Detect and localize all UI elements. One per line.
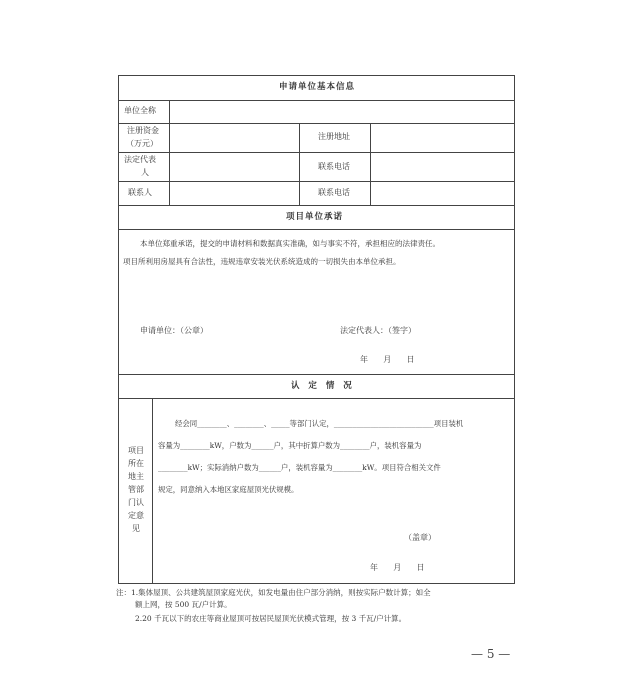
- side-label-line: 管部: [128, 485, 144, 494]
- approval-text-line3: ________kW；实际消纳户数为______户，装机容量为________kW。项目符合相关文件: [158, 463, 441, 472]
- registered-capital-unit: （万元）: [126, 139, 158, 148]
- company-name-label: 单位全称: [124, 106, 156, 115]
- row-divider: [118, 229, 515, 230]
- side-label-line: 地主: [128, 472, 144, 481]
- row-divider: [118, 123, 515, 124]
- note-2: 2.20 千瓦以下的农庄等商业屋顶可按居民屋顶光伏模式管理，按 3 千瓦/户计算。: [135, 614, 407, 623]
- column-divider: [299, 123, 300, 205]
- commitment-text-line2: 项目所利用房屋具有合法性，违规违章安装光伏系统造成的一切损失由本单位承担。: [123, 257, 401, 266]
- commitment-date: 年 月 日: [360, 355, 415, 364]
- row-divider: [118, 100, 515, 101]
- legal-representative-label: 法定代表: [124, 155, 156, 164]
- section-title-applicant-info: 申请单位基本信息: [279, 82, 356, 92]
- approval-text-line1: 经会同________、________、_____等部门认定，___________________________项目装机: [175, 419, 464, 428]
- side-label-line: 所在: [128, 459, 144, 468]
- column-divider: [370, 123, 371, 205]
- note-1-line2: 额上网，按 500 瓦/户计算。: [135, 600, 232, 609]
- section-title-approval: 认 定 情 况: [291, 381, 353, 391]
- row-divider: [118, 374, 515, 375]
- legal-representative-label-cont: 人: [141, 168, 149, 177]
- registered-capital-label: 注册资金: [127, 126, 159, 135]
- approval-text-line2: 容量为________kW，户数为______户，其中折算户数为________户，装机容量为: [158, 441, 422, 450]
- column-divider: [169, 100, 170, 205]
- commitment-text-line1: 本单位郑重承诺，提交的申请材料和数据真实准确，如与事实不符，承担相应的法律责任。: [140, 239, 440, 248]
- row-divider: [118, 152, 515, 153]
- column-divider: [152, 398, 153, 583]
- table-border-top: [118, 75, 515, 76]
- note-1-line1: 注：1.集体屋顶、公共建筑屋顶家庭光伏，如发电量由住户部分消纳，则按实际户数计算；如全: [116, 588, 431, 597]
- contact-phone-label-2: 联系电话: [318, 188, 350, 197]
- table-border-bottom: [118, 583, 515, 584]
- approval-seal-label: （盖章）: [404, 533, 436, 542]
- legal-rep-signature-label: 法定代表人：（签字）: [340, 326, 416, 335]
- contact-phone-label: 联系电话: [318, 162, 350, 171]
- approval-text-line4: 规定，同意纳入本地区家庭屋顶光伏规模。: [158, 485, 299, 494]
- row-divider: [118, 181, 515, 182]
- side-label-line: 门认: [128, 498, 144, 507]
- registered-address-label: 注册地址: [318, 132, 350, 141]
- side-label-line: 定意: [128, 511, 144, 520]
- row-divider: [118, 398, 515, 399]
- approval-date: 年 月 日: [370, 563, 425, 572]
- side-label-line: 见: [132, 524, 140, 533]
- side-label-line: 项目: [128, 446, 144, 455]
- approval-side-label: [120, 444, 152, 535]
- section-title-commitment: 项目单位承诺: [286, 212, 344, 222]
- page-number: — 5 —: [471, 647, 511, 661]
- applicant-seal-label: 申请单位：（公章）: [140, 326, 208, 335]
- contact-person-label: 联系人: [128, 188, 152, 197]
- row-divider: [118, 205, 515, 206]
